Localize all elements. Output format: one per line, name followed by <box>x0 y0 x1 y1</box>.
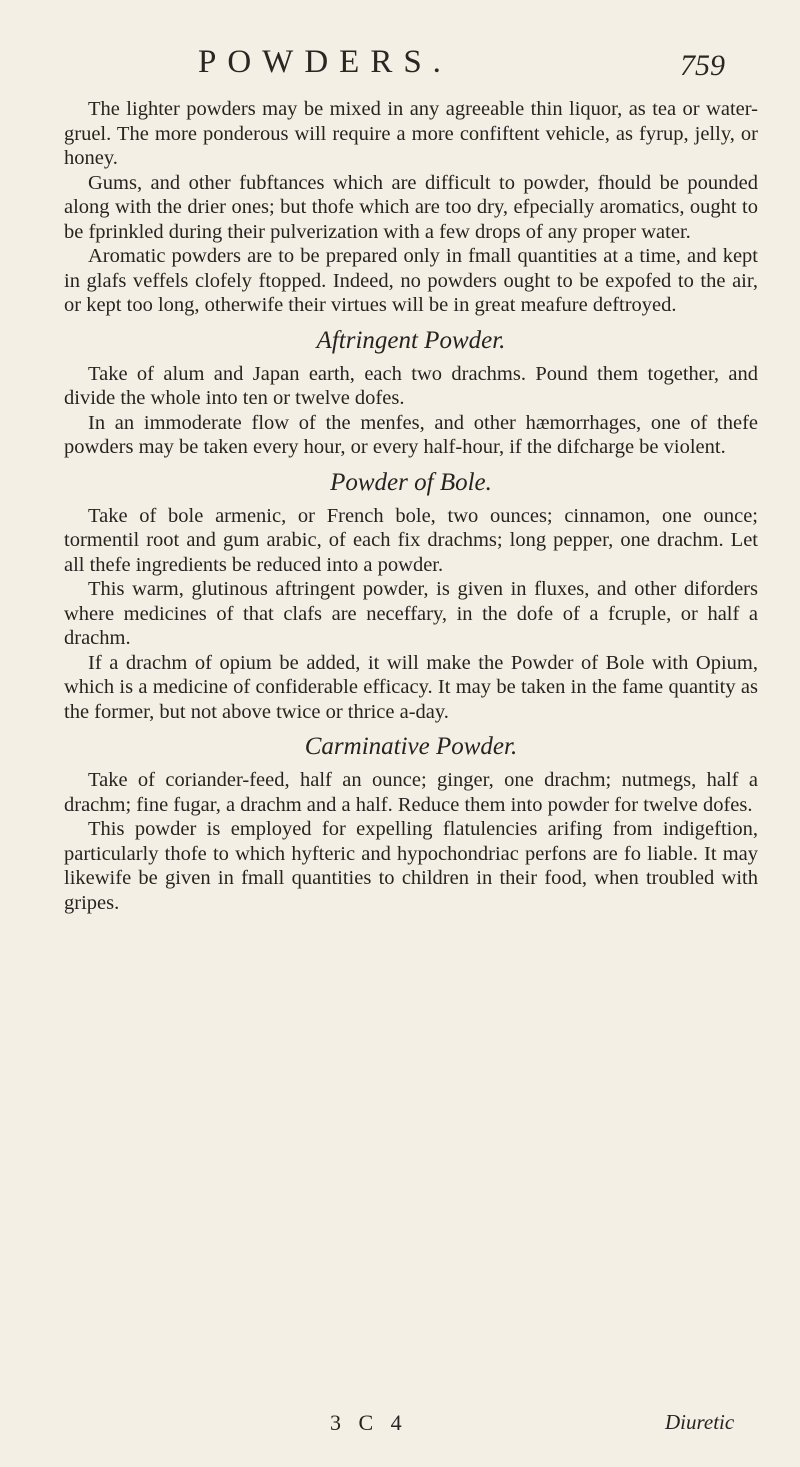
paragraph: This warm, glutinous aftringent powder, is given in fluxes, and other diforders where medicines of that clafs are neceffary, in the dofe of a fcruple, or half a drachm. <box>64 578 758 649</box>
running-head <box>0 40 800 84</box>
section-heading: Aftringent Powder. <box>316 326 506 354</box>
page-footer <box>0 1410 800 1442</box>
paragraph: The lighter powders may be mixed in any agreeable thin liquor, as tea or water-gruel. The more ponderous will require a more confiftent vehicle, as fyrup, jelly, or honey. <box>64 98 758 169</box>
running-title: POWDERS. <box>198 44 452 80</box>
paragraph: Take of alum and Japan earth, each two drachms. Pound them together, and divide the whole into ten or twelve dofes. <box>64 362 758 409</box>
section-heading: Powder of Bole. <box>330 468 492 496</box>
paragraph: This powder is employed for expelling flatulencies arifing from indigeftion, particularly thofe to which hyfteric and hypochondriac perfons are fo liable. It may likewife be given in fmall quantities to children in their food, when troubled with gripes. <box>64 818 758 914</box>
paragraph: Gums, and other fubftances which are difficult to powder, fhould be pounded along with the drier ones; but thofe which are too dry, efpecially aromatics, ought to be fprinkled during their pulverization with a few drops of any proper water. <box>64 171 758 243</box>
signature-mark: 3 C 4 <box>330 1410 408 1435</box>
page-body <box>64 97 758 915</box>
paragraph: Take of coriander-feed, half an ounce; ginger, one drachm; nutmegs, half a drachm; fine fugar, a drachm and a half. Reduce them into powder for twelve dofes. <box>64 769 758 816</box>
paragraph: Aromatic powders are to be prepared only in fmall quantities at a time, and kept in glafs veffels clofely ftopped. Indeed, no powders ought to be expofed to the air, or kept too long, otherwife their virtues will be in great meafure deftroyed. <box>64 245 758 316</box>
catchword: Diuretic <box>665 1410 735 1434</box>
paragraph: In an immoderate flow of the menfes, and other hæmorrhages, one of thefe powders may be taken every hour, or every half-hour, if the difcharge be violent. <box>64 411 758 458</box>
page-number: 759 <box>680 49 725 82</box>
section-heading: Carminative Powder. <box>304 733 518 760</box>
paragraph: If a drachm of opium be added, it will make the Powder of Bole with Opium, which is a medicine of confiderable efficacy. It may be taken in the fame quantity as the former, but not above twice or thrice a-day. <box>64 651 758 723</box>
paragraph: Take of bole armenic, or French bole, two ounces; cinnamon, one ounce; tormentil root and gum arabic, of each fix drachms; long pepper, one drachm. Let all thefe ingredients be reduced into a powder. <box>64 504 758 576</box>
